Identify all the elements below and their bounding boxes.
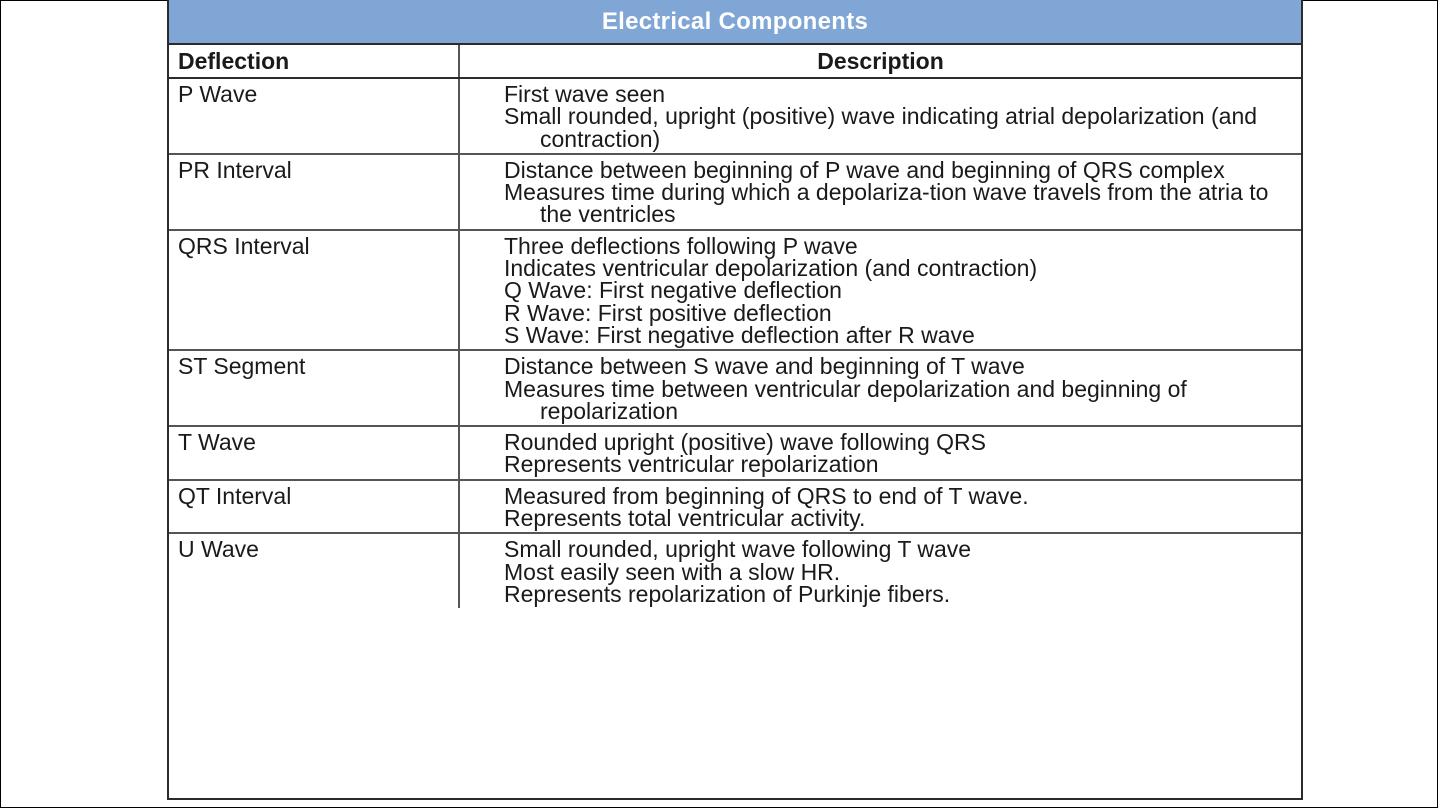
description-line: S Wave: First negative deflection after R wave — [504, 321, 975, 348]
components-table — [169, 45, 1301, 608]
description-line: Rounded upright (positive) wave following QRS — [504, 429, 986, 456]
deflection-cell: QT Interval — [169, 480, 459, 534]
table-row — [169, 533, 1301, 608]
header-deflection: Deflection — [169, 45, 459, 78]
table-title: Electrical Components — [169, 0, 1301, 45]
header-row — [169, 45, 1301, 78]
deflection-cell: ST Segment — [169, 350, 459, 426]
deflection-cell: PR Interval — [169, 154, 459, 230]
description-line: Represents repolarization of Purkinje fibers. — [504, 580, 951, 607]
description-cell — [459, 154, 1301, 230]
table-row — [169, 230, 1301, 350]
description-cell — [459, 78, 1301, 154]
description-cell — [459, 533, 1301, 608]
deflection-cell: QRS Interval — [169, 230, 459, 350]
electrical-components-table — [167, 0, 1303, 800]
description-line: Measures time during which a depolariza-tion wave travels from the atria to the ventricles — [504, 179, 1269, 228]
table-row — [169, 78, 1301, 154]
description-cell — [459, 350, 1301, 426]
description-line: Represents ventricular repolarization — [504, 451, 879, 478]
description-line: Indicates ventricular depolarization (and contraction) — [504, 255, 1038, 282]
table-row — [169, 350, 1301, 426]
description-line: R Wave: First positive deflection — [504, 299, 832, 326]
header-description: Description — [459, 45, 1301, 78]
description-line: Distance between S wave and beginning of T wave — [504, 353, 1025, 380]
description-line: Q Wave: First negative deflection — [504, 277, 842, 304]
description-line: Three deflections following P wave — [504, 232, 858, 259]
description-line: First wave seen — [504, 81, 666, 107]
table-row — [169, 426, 1301, 480]
table-row — [169, 154, 1301, 230]
deflection-cell: U Wave — [169, 533, 459, 608]
description-line: Small rounded, upright wave following T wave — [504, 536, 972, 563]
description-line: Small rounded, upright (positive) wave indicating atrial depolarization (and contraction) — [504, 103, 1258, 152]
description-line: Measured from beginning of QRS to end of T wave. — [504, 482, 1029, 509]
description-cell — [459, 480, 1301, 534]
deflection-cell: T Wave — [169, 426, 459, 480]
description-line: Most easily seen with a slow HR. — [504, 558, 841, 585]
description-line: Distance between beginning of P wave and beginning of QRS complex — [504, 156, 1225, 183]
description-line: Represents total ventricular activity. — [504, 505, 866, 532]
table-row — [169, 480, 1301, 534]
description-line: Measures time between ventricular depolarization and beginning of repolarization — [504, 375, 1187, 424]
description-cell — [459, 426, 1301, 480]
deflection-cell: P Wave — [169, 78, 459, 154]
description-cell — [459, 230, 1301, 350]
